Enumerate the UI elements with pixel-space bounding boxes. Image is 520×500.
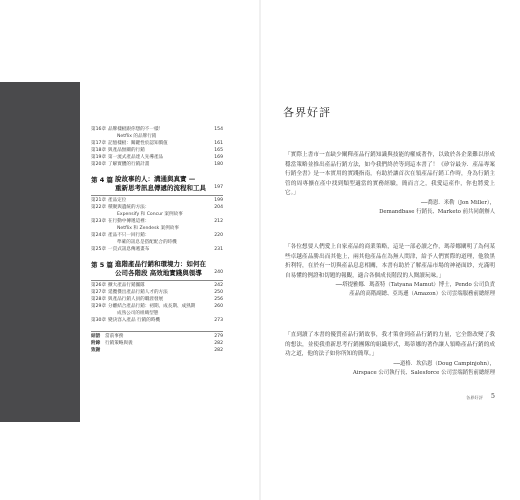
toc-row	[91, 211, 223, 218]
quote-text: 「實際上書市一直缺少闡釋產品行銷知識與技能的權威著作，以致於各企業難以形成穩當策略並推出產品行銷方法，如今我們終於等到這本書了！《矽谷最夯．產品專案行銷全書》是一本實用的實踐指南，有助於讓首次在領產品行銷工作時，身為行銷主管的周專擴在產中找到類型適當的實務經驗，簡而言之，我愛這產作，你也將愛上它。」	[285, 152, 495, 197]
back-matter-label: 結語	[91, 334, 101, 339]
toc-chapter-title: 積聚與遺統的方法：	[108, 205, 150, 210]
toc-page-number: 161	[214, 141, 223, 146]
toc-page-number: 154	[214, 127, 223, 132]
toc-page-number: 220	[214, 233, 223, 238]
toc-chapter-title: 第一流式產品達人先導產品	[108, 155, 164, 160]
toc-page-number: 282	[214, 341, 223, 346]
toc-page-number: 256	[214, 297, 223, 302]
toc-row	[91, 154, 223, 161]
toc-row	[91, 161, 223, 168]
quote-attribution: ──喬恩．米勒（Jon Miller），	[421, 199, 495, 206]
toc-divider	[91, 195, 223, 196]
toc-chapter-number: 第30章	[91, 318, 107, 323]
toc-chapter-number: 第17章	[91, 141, 107, 146]
toc-chapter-title: 在行動中傳遞這裡：	[108, 219, 150, 224]
toc-chapter-number: 第27章	[91, 290, 107, 295]
praise-quote	[285, 243, 495, 299]
toc-page-number: 212	[214, 219, 223, 224]
toc-group-top	[91, 126, 223, 168]
toc-divider	[91, 331, 223, 332]
toc-page-number: 242	[214, 283, 223, 288]
toc-chapter-title: 變決容入產品 行銷的時機	[108, 318, 160, 323]
toc-page-number: 273	[214, 318, 223, 323]
toc-chapter-title: 與產品行銷人員的職涯發展	[108, 297, 164, 302]
toc-row	[91, 310, 223, 317]
page-number: 5	[491, 393, 495, 400]
toc-group-part-4	[91, 197, 223, 253]
toc-chapter-number: 第19章	[91, 155, 107, 160]
toc-chapter-title: Expensify 和 Concur 案例故事	[117, 212, 183, 217]
toc-row	[91, 282, 223, 289]
toc-page-number: 180	[214, 162, 223, 167]
toc-chapter-title: 品牌樣板跟你想的不一樣！	[108, 127, 164, 132]
toc-chapter-title: 延攬傑出產品行銷人才的方法	[108, 290, 168, 295]
dark-spine-band	[0, 82, 80, 422]
toc-chapter-number: 第24章	[91, 233, 107, 238]
toc-chapter-number: 第21章	[91, 198, 107, 203]
quote-attribution: ──塔提雅娜．瑪蓋特（Tatyana Mamut）博士，Pendo 公司負責	[335, 282, 495, 289]
toc-row	[91, 204, 223, 211]
toc-page-number: 231	[214, 247, 223, 252]
toc-chapter-number: 第26章	[91, 283, 107, 288]
running-footer: 各界好評	[466, 395, 483, 400]
toc-chapter-title: 成熟公司的組織型態	[117, 311, 159, 316]
toc-chapter-number: 第16章	[91, 127, 107, 132]
toc-chapter-number: 第29章	[91, 304, 107, 309]
toc-chapter-title: 記憶樣板：關鍵性於認知價值	[108, 141, 168, 146]
toc-chapter-title: 產品不只一回行銷：	[108, 233, 150, 238]
toc-page-number: 250	[214, 290, 223, 295]
toc-chapter-title: 一頁式訊息傳遞畫布	[108, 247, 150, 252]
toc-chapter-number: 第25章	[91, 247, 107, 252]
part-page-number: 197	[214, 185, 223, 190]
quote-attribution-title: 產品的高階副總、亞馬遜（Amazon）公司雲端服務前總經理	[349, 291, 495, 298]
part-label: 第 5 篇	[91, 261, 114, 269]
part-label: 第 4 篇	[91, 176, 114, 184]
toc-page-number: 165	[214, 148, 223, 153]
toc-group-part-5	[91, 282, 223, 324]
toc-chapter-title: 分離結合產品行銷：初期、成長期、成熟期	[108, 304, 196, 309]
toc-chapter-number: 第20章	[91, 162, 107, 167]
toc-row	[91, 303, 223, 310]
toc-chapter-title: Netflix 的品牌行銷	[117, 134, 157, 139]
toc-row	[91, 218, 223, 225]
toc-chapter-number: 第23章	[91, 219, 107, 224]
toc-page-number: 204	[214, 205, 223, 210]
toc-chapter-number: 第22章	[91, 205, 107, 210]
quote-attribution-title: Demandbase 行銷長、Marketo 前共同創辦人	[379, 208, 495, 215]
toc-row	[91, 317, 223, 324]
toc-part-4	[91, 174, 223, 194]
back-matter-row	[91, 347, 223, 354]
toc-row	[91, 239, 223, 246]
back-matter-label: 附錄	[91, 341, 101, 346]
back-matter-title: 行銷策略與義	[105, 341, 133, 346]
quote-attribution: ──道格．坎佔恩（Doug Campinjohn），	[393, 360, 495, 367]
toc-part-5	[91, 259, 223, 279]
toc-chapter-title: 了解實體的行銷計畫	[108, 162, 150, 167]
back-matter-label: 致謝	[91, 348, 101, 353]
page-title: 各界好評	[283, 106, 331, 119]
quote-text: 「直到讀了本書的優質產品行銷故事，我才策會到產品行銷的力量，它全盤改變了我的想法，並使我重新思考行銷團隊的組織形式，瑪蒂娜的著作讓人領略產品行銷的成功之道，他的法子如你所知的簡單。」	[285, 332, 495, 358]
toc-chapter-number: 第28章	[91, 297, 107, 302]
toc-chapter-number: 第18章	[91, 148, 107, 153]
part-page-number: 240	[214, 270, 223, 275]
part-title-subline: 公司各階段 高效地實踐與領導	[115, 269, 202, 277]
part-title: 進階產品行銷和環境力：如何在	[115, 260, 206, 268]
toc-divider	[91, 280, 223, 281]
toc-page-number: 169	[214, 155, 223, 160]
toc-page-number: 279	[214, 334, 223, 339]
toc-row	[91, 147, 223, 154]
toc-page-number: 199	[214, 198, 223, 203]
back-matter-title: 當前事務	[105, 334, 124, 339]
toc-page-number: 260	[214, 304, 223, 309]
quote-attribution-title: Airspace 公司執行長、Salesforce 公司雲端銷售前總經理	[352, 369, 495, 376]
toc-row	[91, 296, 223, 303]
back-matter-row	[91, 333, 223, 340]
left-page	[0, 0, 259, 500]
part-title-subline: 重新思考訊息傳遞的流程和工具	[115, 184, 206, 192]
toc-back-matter	[91, 333, 223, 354]
table-of-contents	[91, 126, 223, 354]
toc-page-number: 282	[214, 348, 223, 353]
toc-row	[91, 232, 223, 239]
toc-row	[91, 197, 223, 204]
toc-row	[91, 225, 223, 232]
back-matter-row	[91, 340, 223, 347]
toc-chapter-title: 準確的訊息是搭配配合的時機	[117, 240, 177, 245]
toc-row	[91, 289, 223, 296]
part-title: 說故事的人：溝通與真實 —	[115, 175, 196, 183]
quote-text: 「各位想要人們愛上自家產品的商業策略，這是一部必讀之作，瑪蒂娜闡明了為何某些卓越產品勝出而其他上，兩其他產品在為無人問津，給予人們實際的道理，他敘黑折利特，在於有一切與產品息息相關，本書有助於了解產品市場的神祕面紗，充滿明自易懂的例證和切題的報觀，適合各個成長階段的人閱讀玩味。」	[285, 244, 495, 279]
toc-chapter-title: 與產品無關的行銷	[108, 148, 145, 153]
toc-chapter-title: 擴大產品行銷團隊	[108, 283, 145, 288]
toc-row	[91, 140, 223, 147]
toc-row	[91, 133, 223, 140]
toc-row	[91, 246, 223, 253]
toc-chapter-title: 產品定位	[108, 198, 127, 203]
toc-row	[91, 126, 223, 133]
praise-quote	[285, 331, 495, 378]
toc-chapter-title: Netflix 和 Zendesk 案例故事	[117, 226, 179, 231]
praise-quote	[285, 151, 495, 217]
